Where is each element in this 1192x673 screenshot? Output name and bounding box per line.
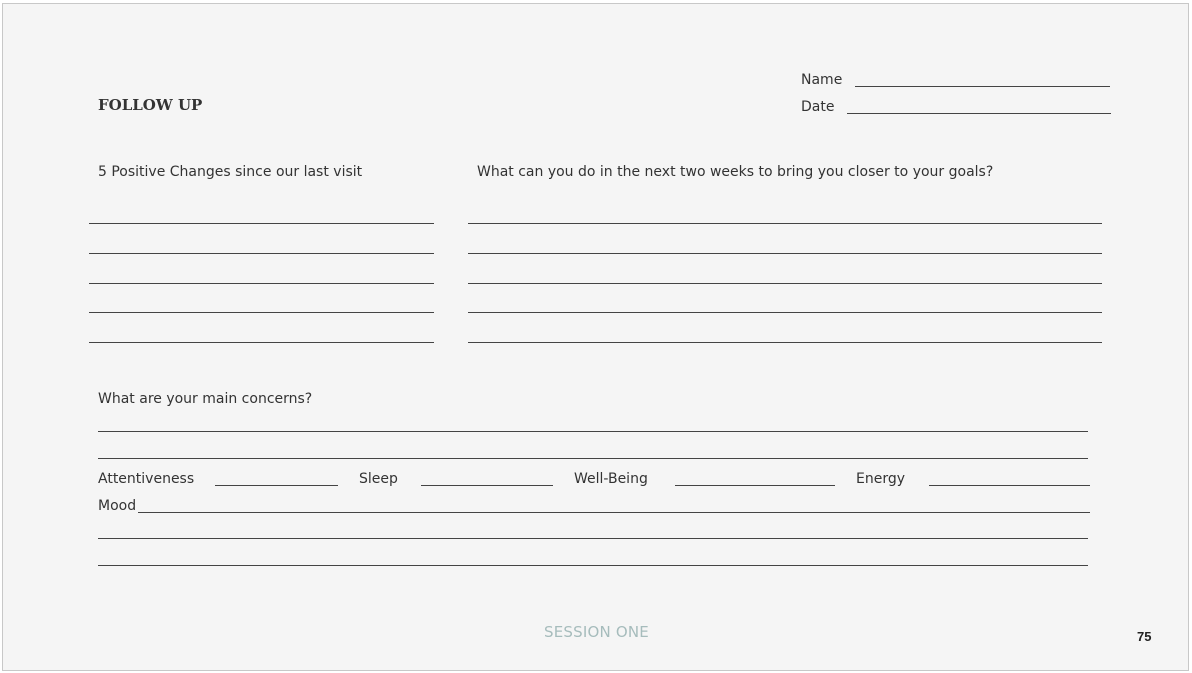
attentiveness-label: Attentiveness <box>98 471 195 487</box>
date-label: Date <box>801 99 835 115</box>
name-label: Name <box>801 72 843 88</box>
positive-change-line-2[interactable] <box>89 253 434 254</box>
next-steps-line-4[interactable] <box>468 312 1102 313</box>
energy-label: Energy <box>856 471 906 487</box>
mood-label: Mood <box>98 498 137 514</box>
attentiveness-field[interactable] <box>215 485 338 486</box>
next-steps-line-2[interactable] <box>468 253 1102 254</box>
date-field[interactable] <box>847 113 1111 114</box>
next-steps-line-3[interactable] <box>468 283 1102 284</box>
wellbeing-label: Well-Being <box>574 471 648 487</box>
concerns-line-2[interactable] <box>98 458 1088 459</box>
wellbeing-field[interactable] <box>675 485 835 486</box>
mood-line-2[interactable] <box>98 538 1088 539</box>
positive-change-line-1[interactable] <box>89 223 434 224</box>
session-footer: SESSION ONE <box>544 623 649 641</box>
positive-change-line-5[interactable] <box>89 342 434 343</box>
sleep-field[interactable] <box>421 485 553 486</box>
mood-line-1[interactable] <box>138 512 1090 513</box>
positive-change-line-3[interactable] <box>89 283 434 284</box>
name-field[interactable] <box>855 86 1110 87</box>
next-two-weeks-label: What can you do in the next two weeks to bring you closer to your goals? <box>477 164 994 180</box>
page-number: 75 <box>1137 629 1152 644</box>
next-steps-line-1[interactable] <box>468 223 1102 224</box>
form-title: FOLLOW UP <box>98 96 203 114</box>
worksheet-page <box>2 3 1189 671</box>
next-steps-line-5[interactable] <box>468 342 1102 343</box>
concerns-label: What are your main concerns? <box>98 391 313 407</box>
mood-line-3[interactable] <box>98 565 1088 566</box>
positive-changes-label: 5 Positive Changes since our last visit <box>98 164 363 180</box>
concerns-line-1[interactable] <box>98 431 1088 432</box>
positive-change-line-4[interactable] <box>89 312 434 313</box>
sleep-label: Sleep <box>359 471 398 487</box>
energy-field[interactable] <box>929 485 1090 486</box>
